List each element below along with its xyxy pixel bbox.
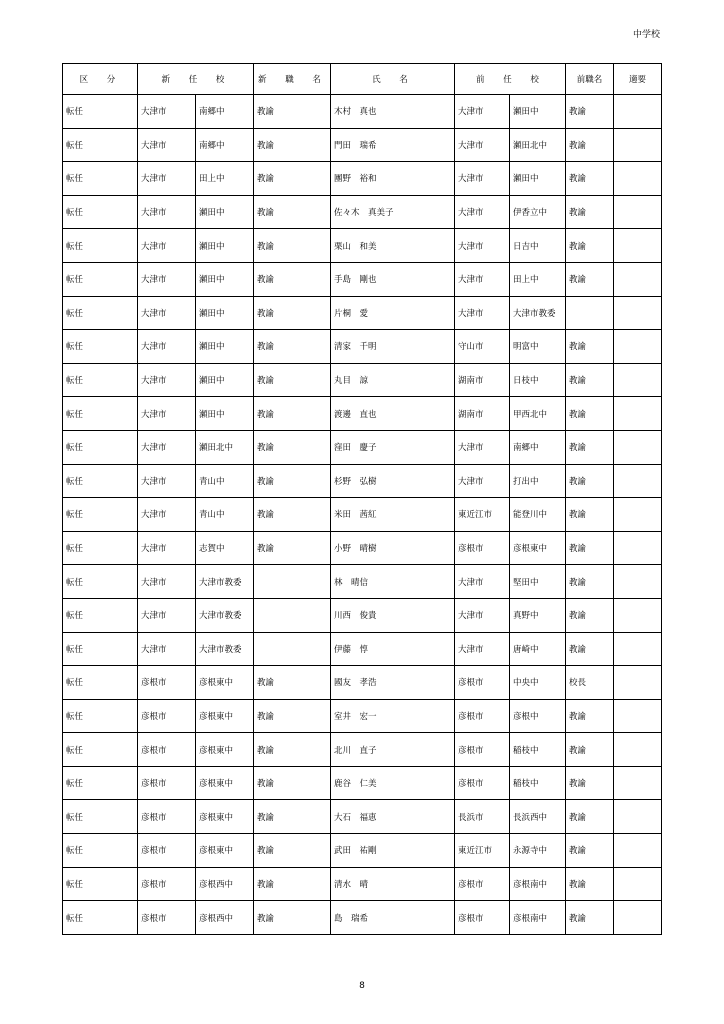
new-city-cell: 大津市 <box>138 632 196 666</box>
column-header-previous-position: 前職名 <box>566 64 614 95</box>
name-cell: 渡邊 直也 <box>331 397 455 431</box>
previous-school-cell: 永源寺中 <box>510 834 566 868</box>
column-header-previous-school: 前 任 校 <box>455 64 566 95</box>
name-cell: 佐々木 真美子 <box>331 195 455 229</box>
table-row <box>63 363 662 397</box>
previous-position-cell: 教諭 <box>566 598 614 632</box>
new-school-cell: 彦根東中 <box>196 766 254 800</box>
category-cell: 転任 <box>63 498 138 532</box>
new-school-cell: 瀬田中 <box>196 195 254 229</box>
previous-city-cell: 大津市 <box>455 162 510 196</box>
previous-position-cell: 教諭 <box>566 162 614 196</box>
previous-city-cell: 大津市 <box>455 229 510 263</box>
name-cell: 清水 晴 <box>331 867 455 901</box>
name-cell: 大石 福恵 <box>331 800 455 834</box>
table-row <box>63 296 662 330</box>
name-cell: 伊藤 惇 <box>331 632 455 666</box>
category-cell: 転任 <box>63 531 138 565</box>
new-school-cell: 瀬田中 <box>196 397 254 431</box>
new-city-cell: 彦根市 <box>138 834 196 868</box>
column-header-category: 区 分 <box>63 64 138 95</box>
remarks-cell <box>614 834 662 868</box>
new-school-cell: 彦根東中 <box>196 666 254 700</box>
name-cell: 林 晴信 <box>331 565 455 599</box>
previous-city-cell: 彦根市 <box>455 867 510 901</box>
new-city-cell: 大津市 <box>138 128 196 162</box>
category-cell: 転任 <box>63 598 138 632</box>
previous-school-cell: 彦根南中 <box>510 867 566 901</box>
name-cell: 米田 茜紅 <box>331 498 455 532</box>
previous-school-cell: 稲枝中 <box>510 766 566 800</box>
new-school-cell: 大津市教委 <box>196 565 254 599</box>
remarks-cell <box>614 262 662 296</box>
category-cell: 転任 <box>63 363 138 397</box>
new-position-cell <box>254 632 331 666</box>
previous-school-cell: 堅田中 <box>510 565 566 599</box>
remarks-cell <box>614 699 662 733</box>
new-school-cell: 大津市教委 <box>196 598 254 632</box>
category-cell: 転任 <box>63 766 138 800</box>
new-city-cell: 大津市 <box>138 195 196 229</box>
table-row <box>63 867 662 901</box>
previous-position-cell: 教諭 <box>566 430 614 464</box>
new-position-cell: 教諭 <box>254 397 331 431</box>
category-cell: 転任 <box>63 666 138 700</box>
new-school-cell: 田上中 <box>196 162 254 196</box>
table-row <box>63 464 662 498</box>
previous-city-cell: 湖南市 <box>455 397 510 431</box>
category-cell: 転任 <box>63 262 138 296</box>
new-city-cell: 大津市 <box>138 296 196 330</box>
previous-school-cell: 瀬田中 <box>510 162 566 196</box>
previous-city-cell: 彦根市 <box>455 766 510 800</box>
previous-school-cell: 中央中 <box>510 666 566 700</box>
remarks-cell <box>614 162 662 196</box>
previous-position-cell: 教諭 <box>566 95 614 129</box>
remarks-cell <box>614 666 662 700</box>
new-school-cell: 彦根西中 <box>196 867 254 901</box>
new-city-cell: 大津市 <box>138 262 196 296</box>
name-cell: 窪田 慶子 <box>331 430 455 464</box>
remarks-cell <box>614 531 662 565</box>
new-school-cell: 南郷中 <box>196 95 254 129</box>
new-position-cell: 教諭 <box>254 901 331 935</box>
previous-school-cell: 真野中 <box>510 598 566 632</box>
previous-city-cell: 大津市 <box>455 632 510 666</box>
new-position-cell: 教諭 <box>254 699 331 733</box>
previous-city-cell: 大津市 <box>455 598 510 632</box>
new-city-cell: 大津市 <box>138 498 196 532</box>
new-city-cell: 大津市 <box>138 95 196 129</box>
name-cell: 栗山 和美 <box>331 229 455 263</box>
table-header-row <box>63 64 662 95</box>
table-row <box>63 800 662 834</box>
new-position-cell: 教諭 <box>254 363 331 397</box>
new-city-cell: 彦根市 <box>138 901 196 935</box>
new-position-cell: 教諭 <box>254 498 331 532</box>
new-city-cell: 大津市 <box>138 363 196 397</box>
name-cell: 杉野 弘樹 <box>331 464 455 498</box>
previous-position-cell: 教諭 <box>566 800 614 834</box>
new-position-cell: 教諭 <box>254 262 331 296</box>
name-cell: 團野 裕和 <box>331 162 455 196</box>
name-cell: 清家 千明 <box>331 330 455 364</box>
name-cell: 木村 真也 <box>331 95 455 129</box>
column-header-new-school: 新 任 校 <box>138 64 254 95</box>
table-row <box>63 397 662 431</box>
new-position-cell: 教諭 <box>254 766 331 800</box>
remarks-cell <box>614 598 662 632</box>
new-position-cell: 教諭 <box>254 128 331 162</box>
new-school-cell: 彦根東中 <box>196 699 254 733</box>
new-school-cell: 青山中 <box>196 464 254 498</box>
new-position-cell: 教諭 <box>254 95 331 129</box>
remarks-cell <box>614 901 662 935</box>
name-cell: 片桐 愛 <box>331 296 455 330</box>
remarks-cell <box>614 95 662 129</box>
new-city-cell: 彦根市 <box>138 699 196 733</box>
new-position-cell: 教諭 <box>254 464 331 498</box>
table-row <box>63 733 662 767</box>
category-cell: 転任 <box>63 699 138 733</box>
table-row <box>63 699 662 733</box>
previous-position-cell: 教諭 <box>566 464 614 498</box>
remarks-cell <box>614 229 662 263</box>
remarks-cell <box>614 800 662 834</box>
name-cell: 手島 剛也 <box>331 262 455 296</box>
new-position-cell: 教諭 <box>254 229 331 263</box>
remarks-cell <box>614 632 662 666</box>
new-city-cell: 大津市 <box>138 531 196 565</box>
previous-position-cell: 教諭 <box>566 262 614 296</box>
new-position-cell: 教諭 <box>254 195 331 229</box>
table-row <box>63 766 662 800</box>
previous-school-cell: 田上中 <box>510 262 566 296</box>
new-city-cell: 大津市 <box>138 464 196 498</box>
new-city-cell: 彦根市 <box>138 766 196 800</box>
remarks-cell <box>614 330 662 364</box>
category-cell: 転任 <box>63 834 138 868</box>
new-school-cell: 瀬田中 <box>196 229 254 263</box>
name-cell: 國友 孝浩 <box>331 666 455 700</box>
category-cell: 転任 <box>63 565 138 599</box>
table-row <box>63 162 662 196</box>
previous-position-cell: 教諭 <box>566 699 614 733</box>
previous-city-cell: 彦根市 <box>455 901 510 935</box>
column-header-remarks: 適要 <box>614 64 662 95</box>
category-cell: 転任 <box>63 128 138 162</box>
previous-city-cell: 東近江市 <box>455 498 510 532</box>
table-row <box>63 262 662 296</box>
name-cell: 北川 直子 <box>331 733 455 767</box>
new-position-cell: 教諭 <box>254 162 331 196</box>
new-school-cell: 瀬田中 <box>196 330 254 364</box>
remarks-cell <box>614 430 662 464</box>
new-school-cell: 瀬田中 <box>196 296 254 330</box>
previous-position-cell: 教諭 <box>566 397 614 431</box>
previous-city-cell: 大津市 <box>455 296 510 330</box>
remarks-cell <box>614 867 662 901</box>
new-school-cell: 瀬田中 <box>196 262 254 296</box>
name-cell: 鹿谷 仁美 <box>331 766 455 800</box>
category-cell: 転任 <box>63 867 138 901</box>
previous-position-cell: 教諭 <box>566 330 614 364</box>
previous-city-cell: 大津市 <box>455 95 510 129</box>
new-city-cell: 大津市 <box>138 162 196 196</box>
previous-school-cell: 明富中 <box>510 330 566 364</box>
table-row <box>63 666 662 700</box>
new-city-cell: 大津市 <box>138 397 196 431</box>
remarks-cell <box>614 565 662 599</box>
previous-school-cell: 能登川中 <box>510 498 566 532</box>
remarks-cell <box>614 128 662 162</box>
name-cell: 川西 俊貴 <box>331 598 455 632</box>
previous-city-cell: 大津市 <box>455 430 510 464</box>
remarks-cell <box>614 397 662 431</box>
previous-position-cell: 教諭 <box>566 229 614 263</box>
new-position-cell <box>254 565 331 599</box>
table-row <box>63 531 662 565</box>
new-school-cell: 彦根東中 <box>196 834 254 868</box>
remarks-cell <box>614 296 662 330</box>
previous-school-cell: 大津市教委 <box>510 296 566 330</box>
previous-school-cell: 稲枝中 <box>510 733 566 767</box>
new-school-cell: 南郷中 <box>196 128 254 162</box>
remarks-cell <box>614 498 662 532</box>
personnel-transfer-table <box>62 63 662 935</box>
table-row <box>63 430 662 464</box>
previous-city-cell: 守山市 <box>455 330 510 364</box>
previous-school-cell: 甲西北中 <box>510 397 566 431</box>
category-cell: 転任 <box>63 632 138 666</box>
remarks-cell <box>614 766 662 800</box>
name-cell: 室井 宏一 <box>331 699 455 733</box>
previous-position-cell: 教諭 <box>566 632 614 666</box>
table-row <box>63 901 662 935</box>
category-cell: 転任 <box>63 430 138 464</box>
new-position-cell: 教諭 <box>254 834 331 868</box>
table-row <box>63 834 662 868</box>
new-city-cell: 大津市 <box>138 229 196 263</box>
category-cell: 転任 <box>63 901 138 935</box>
remarks-cell <box>614 195 662 229</box>
category-cell: 転任 <box>63 162 138 196</box>
previous-school-cell: 瀬田中 <box>510 95 566 129</box>
previous-position-cell: 教諭 <box>566 733 614 767</box>
previous-position-cell: 教諭 <box>566 901 614 935</box>
new-school-cell: 瀬田北中 <box>196 430 254 464</box>
previous-city-cell: 彦根市 <box>455 666 510 700</box>
new-school-cell: 瀬田中 <box>196 363 254 397</box>
column-header-name: 氏 名 <box>331 64 455 95</box>
previous-position-cell: 教諭 <box>566 531 614 565</box>
category-cell: 転任 <box>63 397 138 431</box>
category-cell: 転任 <box>63 330 138 364</box>
page-number: 8 <box>359 981 365 991</box>
previous-city-cell: 彦根市 <box>455 531 510 565</box>
name-cell: 島 瑞希 <box>331 901 455 935</box>
table-row <box>63 598 662 632</box>
previous-city-cell: 東近江市 <box>455 834 510 868</box>
previous-position-cell: 校長 <box>566 666 614 700</box>
table-row <box>63 632 662 666</box>
previous-school-cell: 瀬田北中 <box>510 128 566 162</box>
previous-city-cell: 大津市 <box>455 195 510 229</box>
new-position-cell: 教諭 <box>254 666 331 700</box>
new-school-cell: 彦根東中 <box>196 733 254 767</box>
remarks-cell <box>614 363 662 397</box>
previous-position-cell: 教諭 <box>566 766 614 800</box>
new-position-cell: 教諭 <box>254 531 331 565</box>
previous-school-cell: 日吉中 <box>510 229 566 263</box>
category-cell: 転任 <box>63 296 138 330</box>
previous-school-cell: 南郷中 <box>510 430 566 464</box>
category-cell: 転任 <box>63 733 138 767</box>
remarks-cell <box>614 464 662 498</box>
previous-city-cell: 長浜市 <box>455 800 510 834</box>
new-city-cell: 大津市 <box>138 430 196 464</box>
new-position-cell: 教諭 <box>254 800 331 834</box>
previous-school-cell: 彦根中 <box>510 699 566 733</box>
previous-school-cell: 長浜西中 <box>510 800 566 834</box>
name-cell: 武田 祐剛 <box>331 834 455 868</box>
category-cell: 転任 <box>63 95 138 129</box>
new-city-cell: 彦根市 <box>138 666 196 700</box>
table-row <box>63 128 662 162</box>
previous-school-cell: 彦根東中 <box>510 531 566 565</box>
previous-school-cell: 伊香立中 <box>510 195 566 229</box>
category-cell: 転任 <box>63 464 138 498</box>
name-cell: 門田 瑞希 <box>331 128 455 162</box>
name-cell: 丸目 諒 <box>331 363 455 397</box>
new-position-cell: 教諭 <box>254 330 331 364</box>
previous-city-cell: 彦根市 <box>455 699 510 733</box>
category-cell: 転任 <box>63 195 138 229</box>
previous-position-cell: 教諭 <box>566 498 614 532</box>
new-position-cell: 教諭 <box>254 733 331 767</box>
previous-school-cell: 打出中 <box>510 464 566 498</box>
previous-city-cell: 大津市 <box>455 464 510 498</box>
previous-city-cell: 大津市 <box>455 262 510 296</box>
previous-position-cell <box>566 296 614 330</box>
previous-city-cell: 彦根市 <box>455 733 510 767</box>
previous-city-cell: 湖南市 <box>455 363 510 397</box>
new-school-cell: 志賀中 <box>196 531 254 565</box>
new-school-cell: 彦根東中 <box>196 800 254 834</box>
new-city-cell: 大津市 <box>138 598 196 632</box>
remarks-cell <box>614 733 662 767</box>
previous-city-cell: 大津市 <box>455 128 510 162</box>
new-city-cell: 彦根市 <box>138 733 196 767</box>
new-school-cell: 彦根西中 <box>196 901 254 935</box>
table-row <box>63 195 662 229</box>
table-row <box>63 565 662 599</box>
new-position-cell: 教諭 <box>254 430 331 464</box>
table-row <box>63 330 662 364</box>
table-row <box>63 229 662 263</box>
previous-school-cell: 彦根南中 <box>510 901 566 935</box>
school-level-label: 中学校 <box>632 30 660 40</box>
new-city-cell: 彦根市 <box>138 800 196 834</box>
table-row <box>63 498 662 532</box>
category-cell: 転任 <box>63 800 138 834</box>
category-cell: 転任 <box>63 229 138 263</box>
new-city-cell: 大津市 <box>138 330 196 364</box>
new-city-cell: 大津市 <box>138 565 196 599</box>
previous-position-cell: 教諭 <box>566 867 614 901</box>
previous-position-cell: 教諭 <box>566 834 614 868</box>
new-school-cell: 大津市教委 <box>196 632 254 666</box>
column-header-new-position: 新 職 名 <box>254 64 331 95</box>
new-position-cell <box>254 598 331 632</box>
new-position-cell: 教諭 <box>254 296 331 330</box>
previous-school-cell: 日枝中 <box>510 363 566 397</box>
previous-position-cell: 教諭 <box>566 195 614 229</box>
previous-position-cell: 教諭 <box>566 565 614 599</box>
table-row <box>63 95 662 129</box>
new-school-cell: 青山中 <box>196 498 254 532</box>
previous-city-cell: 大津市 <box>455 565 510 599</box>
table-body <box>63 95 662 935</box>
new-position-cell: 教諭 <box>254 867 331 901</box>
new-city-cell: 彦根市 <box>138 867 196 901</box>
previous-school-cell: 唐崎中 <box>510 632 566 666</box>
name-cell: 小野 晴樹 <box>331 531 455 565</box>
previous-position-cell: 教諭 <box>566 128 614 162</box>
previous-position-cell: 教諭 <box>566 363 614 397</box>
